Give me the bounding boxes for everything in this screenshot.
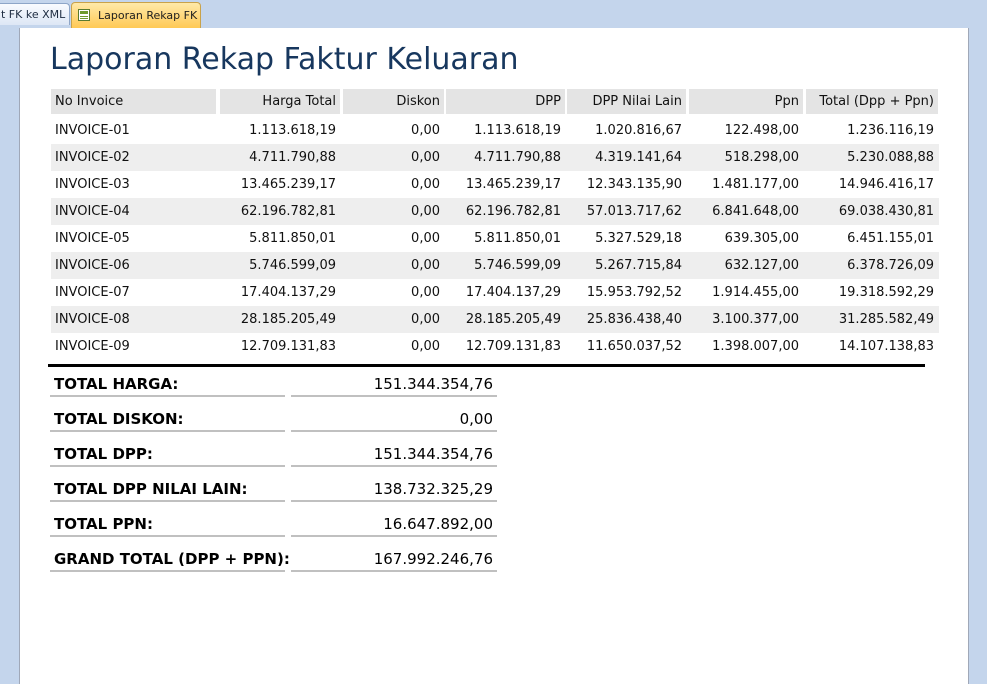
cell-diskon: 0,00 <box>411 177 440 192</box>
total-harga-value: 151.344.354,76 <box>291 371 497 397</box>
total-ppn-value: 16.647.892,00 <box>291 511 497 537</box>
cell-harga-total: 62.196.782,81 <box>240 204 336 219</box>
table-row <box>51 333 939 360</box>
cell-dpp-nilai-lain: 4.319.141,64 <box>595 150 682 165</box>
cell-harga-total: 28.185.205,49 <box>240 312 336 327</box>
cell-harga-total: 17.404.137,29 <box>240 285 336 300</box>
cell-dpp: 62.196.782,81 <box>465 204 561 219</box>
cell-dpp-nilai-lain: 11.650.037,52 <box>586 339 682 354</box>
cell-harga-total: 5.811.850,01 <box>249 231 336 246</box>
cell-dpp-nilai-lain: 25.836.438,40 <box>586 312 682 327</box>
total-harga-label: TOTAL HARGA: <box>50 371 285 397</box>
total-diskon-value: 0,00 <box>291 406 497 432</box>
cell-total: 31.285.582,49 <box>838 312 934 327</box>
column-header-diskon: Diskon <box>343 89 444 114</box>
table-row <box>51 117 939 144</box>
column-header-harga-total: Harga Total <box>220 89 340 114</box>
tab-laporan-rekap-fk[interactable] <box>71 2 201 28</box>
cell-dpp: 28.185.205,49 <box>465 312 561 327</box>
total-dpp-nilai-lain-value: 138.732.325,29 <box>291 476 497 502</box>
cell-no-invoice: INVOICE-09 <box>55 339 130 354</box>
cell-dpp-nilai-lain: 5.267.715,84 <box>595 258 682 273</box>
cell-harga-total: 13.465.239,17 <box>240 177 336 192</box>
tab-label: Laporan Rekap FK <box>98 9 198 22</box>
cell-no-invoice: INVOICE-04 <box>55 204 130 219</box>
cell-total: 14.946.416,17 <box>838 177 934 192</box>
document-tab-bar <box>0 0 987 28</box>
cell-dpp-nilai-lain: 15.953.792,52 <box>586 285 682 300</box>
cell-no-invoice: INVOICE-06 <box>55 258 130 273</box>
cell-diskon: 0,00 <box>411 204 440 219</box>
cell-no-invoice: INVOICE-05 <box>55 231 130 246</box>
cell-dpp: 13.465.239,17 <box>465 177 561 192</box>
cell-total: 19.318.592,29 <box>838 285 934 300</box>
cell-dpp: 1.113.618,19 <box>474 123 561 138</box>
cell-ppn: 1.398.007,00 <box>712 339 799 354</box>
cell-dpp: 4.711.790,88 <box>474 150 561 165</box>
cell-diskon: 0,00 <box>411 285 440 300</box>
cell-no-invoice: INVOICE-08 <box>55 312 130 327</box>
table-row <box>51 144 939 171</box>
grand-total-label: GRAND TOTAL (DPP + PPN): <box>50 546 285 572</box>
cell-ppn: 518.298,00 <box>724 150 799 165</box>
column-header-ppn: Ppn <box>689 89 803 114</box>
cell-no-invoice: INVOICE-01 <box>55 123 130 138</box>
tab-fk-ke-xml[interactable] <box>0 3 70 25</box>
total-dpp-nilai-lain-label: TOTAL DPP NILAI LAIN: <box>50 476 285 502</box>
cell-diskon: 0,00 <box>411 150 440 165</box>
cell-harga-total: 5.746.599,09 <box>249 258 336 273</box>
cell-total: 1.236.116,19 <box>847 123 934 138</box>
cell-ppn: 3.100.377,00 <box>712 312 799 327</box>
cell-diskon: 0,00 <box>411 123 440 138</box>
cell-ppn: 122.498,00 <box>724 123 799 138</box>
cell-total: 6.378.726,09 <box>847 258 934 273</box>
cell-diskon: 0,00 <box>411 312 440 327</box>
cell-total: 6.451.155,01 <box>847 231 934 246</box>
cell-total: 14.107.138,83 <box>838 339 934 354</box>
report-icon <box>78 9 90 21</box>
cell-dpp: 17.404.137,29 <box>465 285 561 300</box>
table-row <box>51 306 939 333</box>
cell-ppn: 632.127,00 <box>724 258 799 273</box>
table-row <box>51 171 939 198</box>
cell-no-invoice: INVOICE-07 <box>55 285 130 300</box>
cell-total: 69.038.430,81 <box>838 204 934 219</box>
cell-dpp: 5.811.850,01 <box>474 231 561 246</box>
cell-no-invoice: INVOICE-03 <box>55 177 130 192</box>
table-row <box>51 279 939 306</box>
cell-dpp-nilai-lain: 1.020.816,67 <box>595 123 682 138</box>
cell-dpp: 12.709.131,83 <box>465 339 561 354</box>
total-diskon-label: TOTAL DISKON: <box>50 406 285 432</box>
cell-harga-total: 4.711.790,88 <box>249 150 336 165</box>
grand-total-value: 167.992.246,76 <box>291 546 497 572</box>
cell-no-invoice: INVOICE-02 <box>55 150 130 165</box>
total-ppn-label: TOTAL PPN: <box>50 511 285 537</box>
table-row <box>51 252 939 279</box>
column-header-dpp-nilai-lain: DPP Nilai Lain <box>567 89 686 114</box>
cell-ppn: 6.841.648,00 <box>712 204 799 219</box>
cell-diskon: 0,00 <box>411 258 440 273</box>
cell-diskon: 0,00 <box>411 339 440 354</box>
total-dpp-value: 151.344.354,76 <box>291 441 497 467</box>
cell-dpp-nilai-lain: 57.013.717,62 <box>586 204 682 219</box>
column-header-total: Total (Dpp + Ppn) <box>806 89 938 114</box>
cell-dpp-nilai-lain: 5.327.529,18 <box>595 231 682 246</box>
table-row <box>51 198 939 225</box>
table-row <box>51 225 939 252</box>
cell-diskon: 0,00 <box>411 231 440 246</box>
cell-harga-total: 1.113.618,19 <box>249 123 336 138</box>
cell-dpp: 5.746.599,09 <box>474 258 561 273</box>
cell-dpp-nilai-lain: 12.343.135,90 <box>586 177 682 192</box>
total-dpp-label: TOTAL DPP: <box>50 441 285 467</box>
cell-harga-total: 12.709.131,83 <box>240 339 336 354</box>
tab-label: t FK ke XML <box>1 8 66 21</box>
cell-ppn: 1.914.455,00 <box>712 285 799 300</box>
report-title: Laporan Rekap Faktur Keluaran <box>50 42 519 77</box>
totals-separator <box>48 364 925 367</box>
cell-ppn: 1.481.177,00 <box>712 177 799 192</box>
report-page <box>19 28 969 684</box>
column-header-dpp: DPP <box>446 89 565 114</box>
cell-total: 5.230.088,88 <box>847 150 934 165</box>
column-header-no-invoice: No Invoice <box>51 89 216 114</box>
cell-ppn: 639.305,00 <box>724 231 799 246</box>
